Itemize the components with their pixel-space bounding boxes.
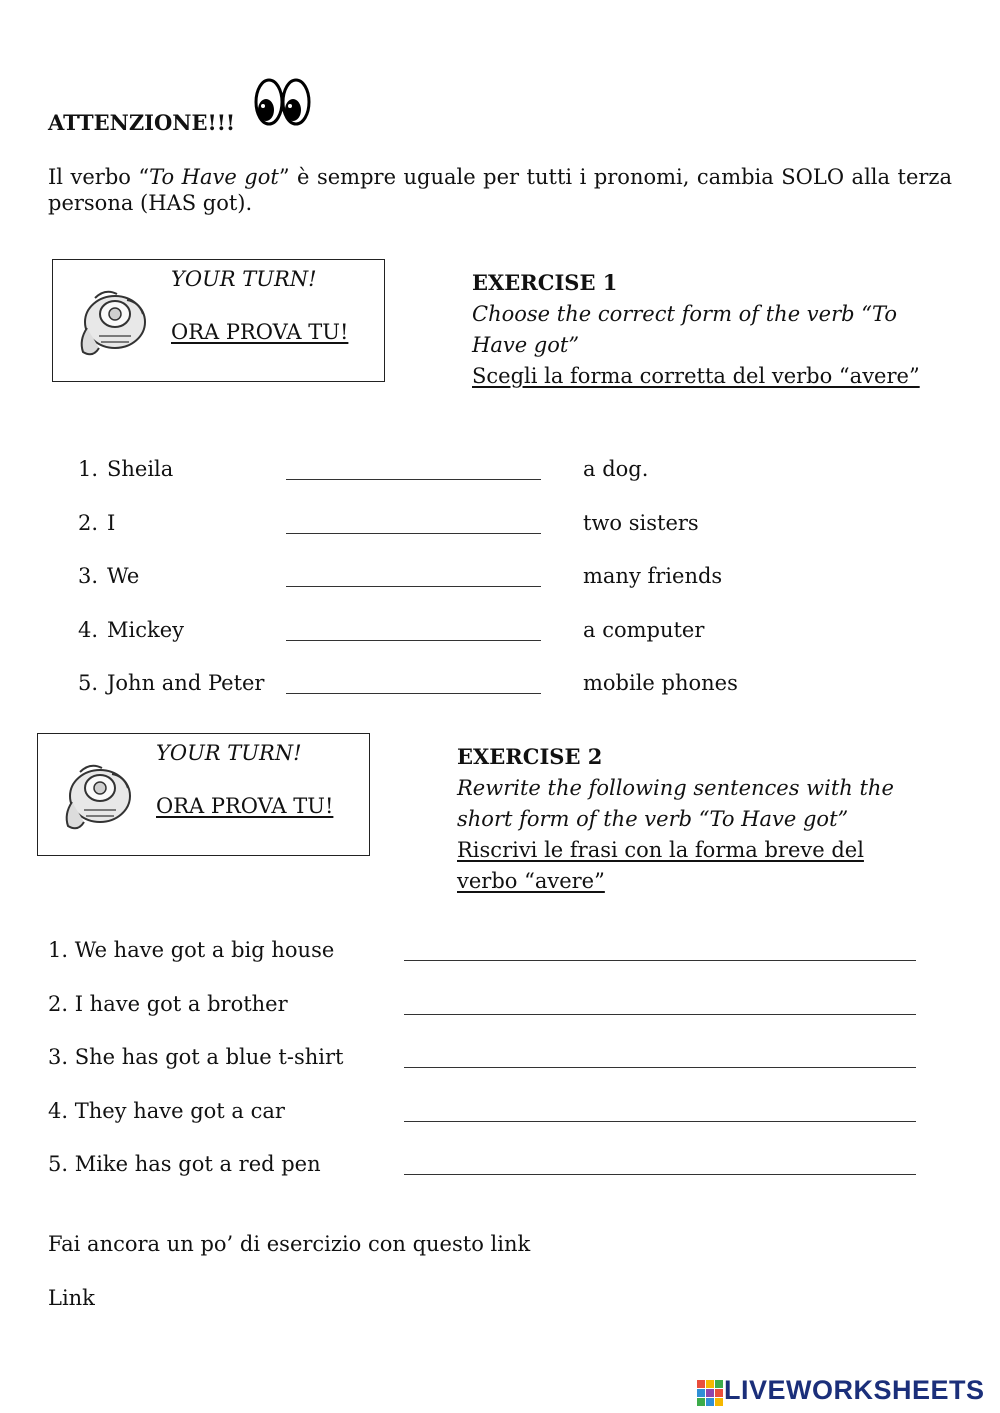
answer-blank[interactable] (286, 479, 541, 480)
your-turn-box-1 (52, 259, 385, 382)
exercise1-title: EXERCISE 1 (472, 270, 618, 295)
answer-blank[interactable] (286, 586, 541, 587)
brand-logo-text: LIVEWORKSHEETS (724, 1375, 985, 1405)
exercise1-instr-en-1: Choose the correct form of the verb “To (472, 302, 898, 326)
your-turn-label: YOUR TURN! (171, 267, 317, 291)
intro-line-1: Il verbo “To Have got” è sempre uguale per tutti i pronomi, cambia SOLO alla terza (48, 165, 953, 189)
pointing-hand-icon (69, 278, 155, 364)
exercise2-title: EXERCISE 2 (457, 744, 603, 769)
answer-blank[interactable] (404, 1174, 916, 1175)
attention-heading: ATTENZIONE!!! (48, 110, 236, 135)
exercise2-instr-en-2: short form of the verb “To Have got” (457, 807, 849, 831)
your-turn-box-2 (37, 733, 370, 856)
exercise2-instr-en-1: Rewrite the following sentences with the (457, 776, 894, 800)
answer-blank[interactable] (286, 693, 541, 694)
ora-prova-label: ORA PROVA TU! (156, 794, 334, 818)
answer-blank[interactable] (286, 533, 541, 534)
answer-blank[interactable] (404, 1067, 916, 1068)
exercise2-instr-it-1: Riscrivi le frasi con la forma breve del (457, 838, 864, 862)
answer-blank[interactable] (286, 640, 541, 641)
exercise1-instr-it: Scegli la forma corretta del verbo “avere” (472, 364, 920, 388)
answer-blank[interactable] (404, 1014, 916, 1015)
eyes-icon (252, 72, 314, 130)
more-practice-text: Fai ancora un po’ di esercizio con questo link (48, 1232, 531, 1256)
ora-prova-label: ORA PROVA TU! (171, 320, 349, 344)
liveworksheets-logo-icon (697, 1380, 723, 1406)
intro-line-2: persona (HAS got). (48, 191, 253, 215)
exercise1-instr-en-2: Have got” (472, 333, 580, 357)
answer-blank[interactable] (404, 1121, 916, 1122)
pointing-hand-icon (54, 752, 140, 838)
answer-blank[interactable] (404, 960, 916, 961)
your-turn-label: YOUR TURN! (156, 741, 302, 765)
exercise2-instr-it-2: verbo “avere” (457, 869, 605, 893)
practice-link[interactable]: Link (48, 1286, 95, 1310)
